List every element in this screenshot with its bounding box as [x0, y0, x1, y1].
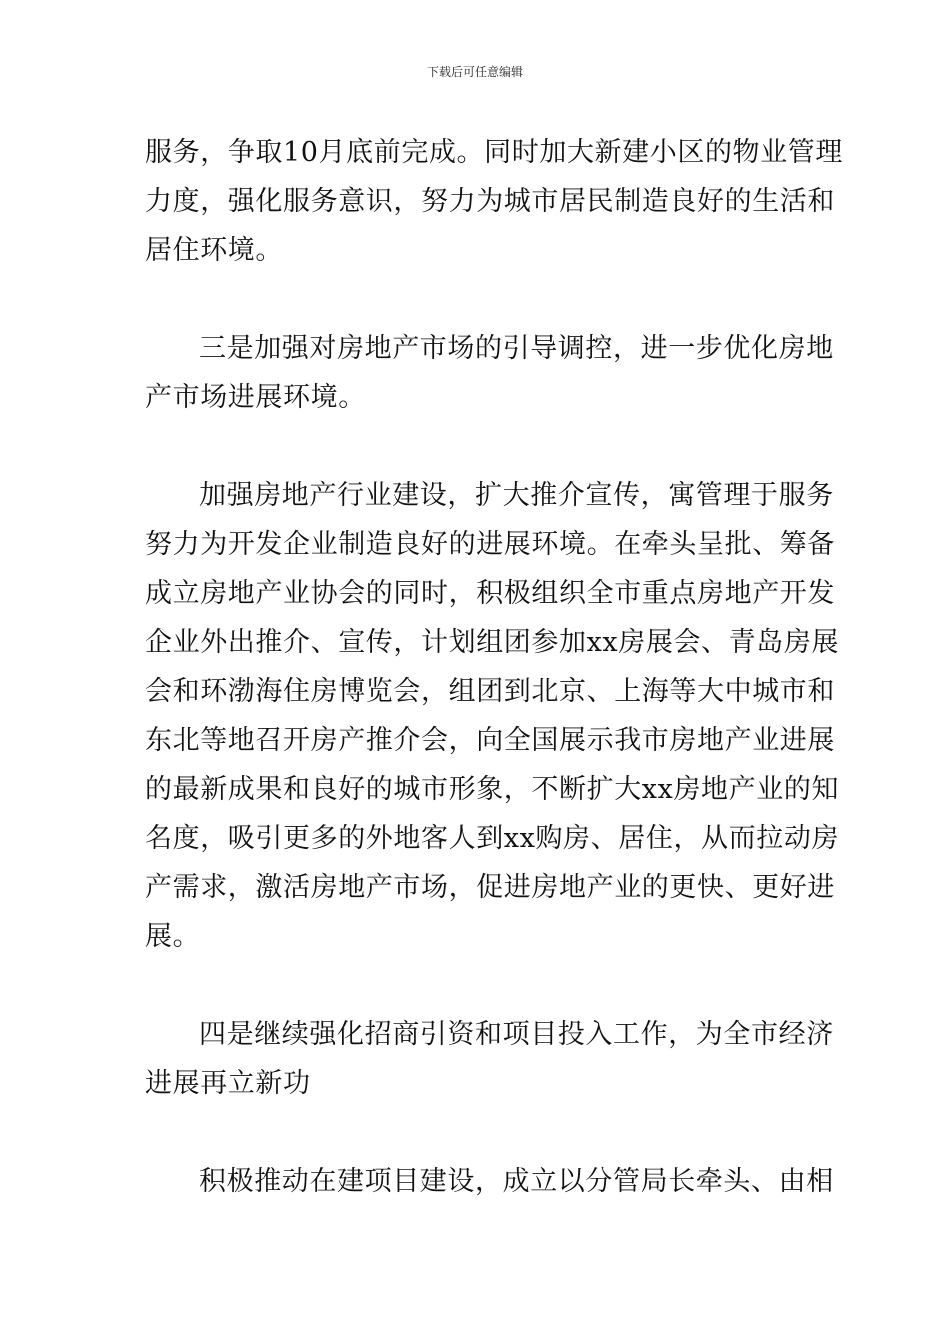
text-line: 努力为开发企业制造良好的进展环境。在牵头呈批、筹备 [145, 529, 835, 560]
text-line: 的最新成果和良好的城市形象，不断扩大xx房地产业的知 [145, 774, 840, 805]
paragraph-section-four-heading [145, 1010, 834, 1108]
text-line: 居住环境。 [145, 235, 283, 266]
text-line: 会和环渤海住房博览会，组团到北京、上海等大中城市和 [145, 676, 835, 707]
text-line: 力度，强化服务意识，努力为城市居民制造良好的生活和 [145, 186, 835, 217]
paragraph-industry-promotion [145, 471, 840, 961]
text-line: 服务，争取10月底前完成。同时加大新建小区的物业管理 [145, 137, 843, 168]
text-line: 企业外出推介、宣传，计划组团参加xx房展会、青岛房展 [145, 627, 840, 658]
text-line: 产市场进展环境。 [145, 382, 366, 413]
paragraph-project-construction [145, 1157, 834, 1206]
text-line: 展。 [145, 921, 201, 952]
paragraph-property-management [145, 128, 843, 275]
document-body [145, 128, 843, 1206]
text-line: 四是继续强化招商引资和项目投入工作，为全市经济 [199, 1019, 834, 1050]
text-line: 进展再立新功 [145, 1068, 311, 1099]
page-header: 下载后可任意编辑 [426, 65, 523, 79]
text-line: 成立房地产业协会的同时，积极组织全市重点房地产开发 [145, 578, 835, 609]
text-line: 积极推动在建项目建设，成立以分管局长牵头、由相 [199, 1166, 834, 1197]
text-line: 加强房地产行业建设，扩大推介宣传，寓管理于服务 [199, 480, 834, 511]
text-line: 三是加强对房地产市场的引导调控，进一步优化房地 [199, 333, 834, 364]
text-line: 东北等地召开房产推介会，向全国展示我市房地产业进展 [145, 725, 835, 756]
text-line: 产需求，激活房地产市场，促进房地产业的更快、更好进 [145, 872, 835, 903]
text-line: 名度，吸引更多的外地客人到xx购房、居住，从而拉动房 [145, 823, 840, 854]
paragraph-section-three-heading [145, 324, 834, 422]
